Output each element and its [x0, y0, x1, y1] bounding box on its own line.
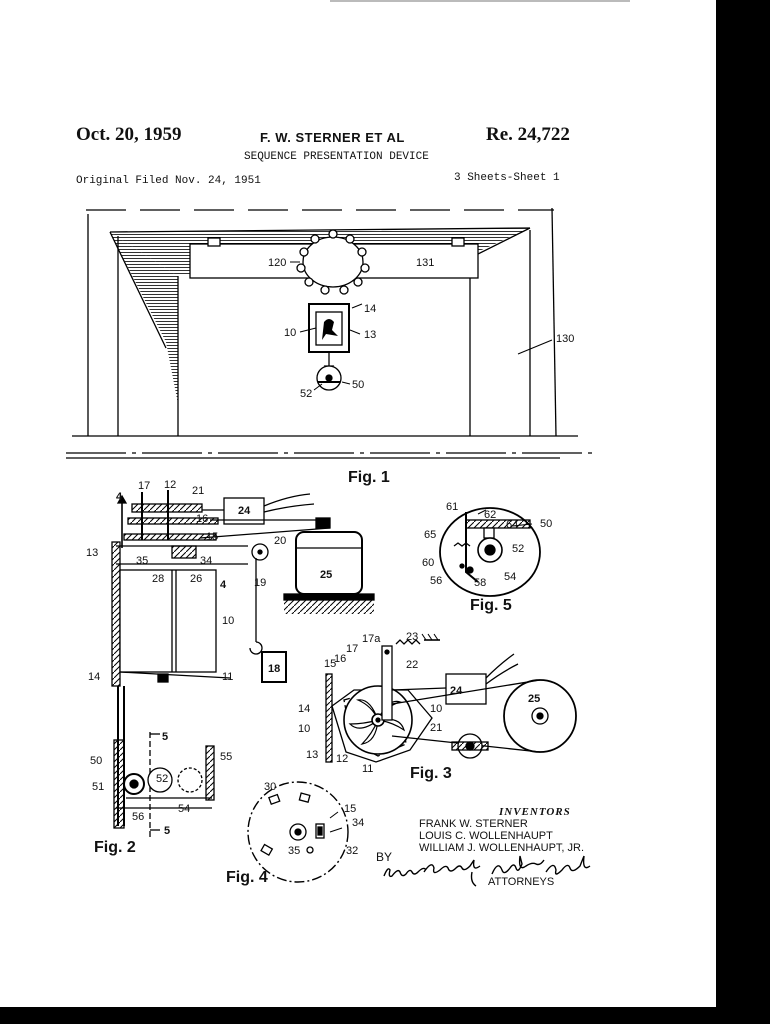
fig5-label: 62 [484, 509, 497, 521]
fig2-label: 21 [192, 485, 205, 497]
fig2-label: 4 [220, 579, 227, 591]
fig5-label: 52 [512, 543, 525, 555]
fig3-label: 25 [528, 693, 541, 705]
fig5-label: 61 [446, 501, 459, 513]
fig4-caption: Fig. 4 [226, 869, 268, 886]
fig4-label: 15 [344, 803, 357, 815]
fig1-caption: Fig. 1 [348, 469, 390, 486]
figure-4 [248, 782, 348, 882]
fig1-label: 14 [364, 303, 377, 315]
fig2-label: 5 [162, 731, 169, 743]
fig4-label: 35 [288, 845, 301, 857]
fig3-label: 23 [406, 631, 419, 643]
fig4-label: 30 [264, 781, 277, 793]
fig3-label: 14 [298, 703, 311, 715]
fig1-label: 120 [268, 257, 287, 269]
fig3-label: 17a [362, 633, 381, 645]
fig1-label: 50 [352, 379, 365, 391]
fig2-label: 11 [222, 671, 234, 683]
fig2-label: 13 [86, 547, 99, 559]
patent-date: Oct. 20, 1959 [76, 124, 182, 145]
fig2-label: 4 [116, 491, 123, 503]
fig5-label: 58 [474, 577, 487, 589]
fig2-label: 35 [136, 555, 149, 567]
attorney-signature [384, 856, 590, 886]
fig2-label: 25 [320, 569, 333, 581]
fig3-label: 11 [362, 763, 374, 775]
fig1-label: 13 [364, 329, 377, 341]
fig3-label: 16 [334, 653, 347, 665]
fig2-label: 55 [220, 751, 233, 763]
fig2-label: 24 [238, 505, 251, 517]
fig2-label: 14 [88, 671, 101, 683]
fig1-label: 10 [284, 327, 297, 339]
fig5-label: 64 [506, 519, 519, 531]
fig5-label: 65 [424, 529, 437, 541]
fig2-label: 10 [222, 615, 235, 627]
figure-1 [66, 208, 592, 458]
figure-5 [440, 508, 540, 596]
fig3-label: 17 [346, 643, 359, 655]
fig5-label: 60 [422, 557, 435, 569]
inventor-name: FRANK W. STERNER [419, 818, 528, 830]
fig5-caption: Fig. 5 [470, 597, 512, 614]
fig2-label: 56 [132, 811, 145, 823]
fig2-label: 54 [178, 803, 191, 815]
fig2-label: 12 [164, 479, 177, 491]
fig2-label: 20 [274, 535, 287, 547]
fig1-label: 131 [416, 257, 435, 269]
patent-number: Re. 24,722 [486, 124, 570, 145]
fig3-label: 24 [450, 685, 463, 697]
fig2-label: 18 [268, 663, 281, 675]
fig3-caption: Fig. 3 [410, 765, 452, 782]
fig3-label: 10 [430, 703, 443, 715]
fig1-label: 130 [556, 333, 575, 345]
fig5-label: 56 [430, 575, 443, 587]
fig2-label: 5 [164, 825, 171, 837]
fig3-label: 13 [306, 749, 319, 761]
sheet-count: 3 Sheets-Sheet 1 [454, 172, 560, 184]
inventor-name: WILLIAM J. WOLLENHAUPT, JR. [419, 842, 585, 854]
fig2-label: 52 [156, 773, 169, 785]
fig2-label: 16 [196, 513, 209, 525]
patent-title: SEQUENCE PRESENTATION DEVICE [244, 151, 429, 163]
fig4-label: 32 [346, 845, 359, 857]
fig2-label: 26 [190, 573, 203, 585]
fig2-label: 17 [138, 480, 151, 492]
inventors-heading: INVENTORS [499, 806, 571, 818]
fig3-label: 22 [406, 659, 419, 671]
fig3-label: 15 [324, 658, 337, 670]
fig3-label: 21 [430, 722, 443, 734]
figure-1-labels [268, 257, 574, 486]
fig1-label: 52 [300, 388, 313, 400]
fig2-label: 51 [92, 781, 105, 793]
by-label: BY [376, 850, 393, 864]
filing-note: Original Filed Nov. 24, 1951 [76, 175, 261, 187]
fig2-label: 19 [254, 577, 267, 589]
fig2-label: 28 [152, 573, 165, 585]
attorneys-label: ATTORNEYS [488, 876, 555, 888]
fig2-label: 50 [90, 755, 103, 767]
fig4-label: 34 [352, 817, 365, 829]
inventor-name: LOUIS C. WOLLENHAUPT [419, 830, 553, 842]
fig3-label: 10 [298, 723, 311, 735]
inventor-header: F. W. STERNER ET AL [260, 130, 405, 145]
fig3-label: 12 [336, 753, 349, 765]
fig5-label: 50 [540, 518, 553, 530]
fig2-label: 34 [200, 555, 213, 567]
fig2-caption: Fig. 2 [94, 839, 136, 856]
fig5-label: 54 [504, 571, 517, 583]
fig2-label: 15 [206, 531, 219, 543]
